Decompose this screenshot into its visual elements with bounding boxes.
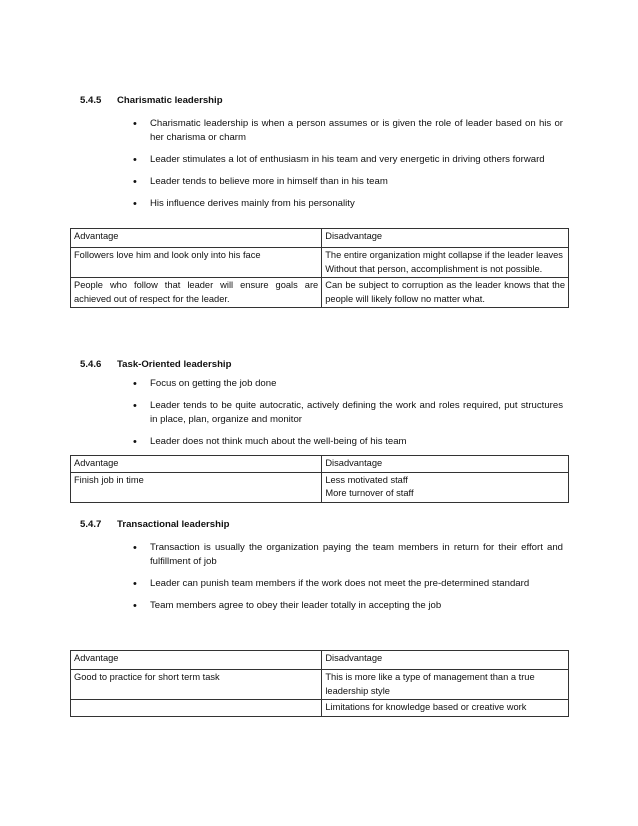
header-advantage: Advantage [71,456,322,473]
table-row [71,472,569,502]
bullet-list-task-oriented [133,377,563,449]
comparison-table-transactional [70,650,569,717]
header-disadvantage: Disadvantage [322,456,569,473]
disadvantage-line: The entire organization might collapse if the leader leaves [325,250,563,260]
table-row [71,700,569,717]
comparison-table-task-oriented [70,455,569,503]
disadvantage-line: Less motivated staff [325,474,408,485]
table-row [71,278,569,308]
table-row [71,248,569,278]
section-number: 5.4.5 [80,95,102,106]
section-number: 5.4.6 [80,359,102,370]
disadvantage-line: More turnover of staff [325,488,414,499]
advantage-cell: People who follow that leader will ensure goals are achieved out of respect for the leader. [71,278,322,308]
disadvantage-line: This is more like a type of management than a true leadership style [325,672,535,696]
table-header-row [71,456,569,473]
disadvantage-cell [322,670,569,700]
header-advantage: Advantage [71,651,322,670]
bullet-item: • Focus on getting the job done [133,377,563,391]
section-heading-charismatic [80,94,223,108]
table-header-row [71,229,569,248]
section-title: Task-Oriented leadership [117,359,232,370]
bullet-item: • Leader tends to be quite autocratic, actively defining the work and roles required, put structures in place, plan, organize and monitor [133,399,563,427]
disadvantage-cell [322,248,569,278]
disadvantage-line: Can be subject to corruption as the leader knows that the people will likely follow no matter what. [325,280,565,304]
bullet-list-transactional [133,541,563,613]
section-title: Transactional leadership [117,519,230,530]
bullet-list-charismatic [133,117,563,211]
bullet-item: • Leader does not think much about the well-being of his team [133,435,563,449]
bullet-item: • Team members agree to obey their leader totally in accepting the job [133,599,563,613]
advantage-cell: Followers love him and look only into his face [71,248,322,278]
advantage-cell [71,700,322,717]
section-heading-transactional [80,518,230,532]
header-disadvantage: Disadvantage [322,651,569,670]
bullet-item: • Leader stimulates a lot of enthusiasm in his team and very energetic in driving others forward [133,153,563,167]
bullet-item: • His influence derives mainly from his personality [133,197,563,211]
header-disadvantage: Disadvantage [322,229,569,248]
disadvantage-cell [322,472,569,502]
advantage-cell: Finish job in time [71,472,322,502]
comparison-table-charismatic [70,228,569,308]
advantage-cell: Good to practice for short term task [71,670,322,700]
bullet-item: • Leader can punish team members if the work does not meet the pre-determined standard [133,577,563,591]
section-heading-task-oriented [80,358,231,372]
bullet-item: • Leader tends to believe more in himself than in his team [133,175,563,189]
header-advantage: Advantage [71,229,322,248]
table-header-row [71,651,569,670]
section-title: Charismatic leadership [117,95,223,106]
table-row [71,670,569,700]
section-number: 5.4.7 [80,519,102,530]
bullet-item: • Charismatic leadership is when a person assumes or is given the role of leader based on his or her charisma or charm [133,117,563,145]
disadvantage-cell [322,700,569,717]
disadvantage-line: Limitations for knowledge based or creative work [325,702,527,713]
disadvantage-cell [322,278,569,308]
disadvantage-line: Without that person, accomplishment is not possible. [325,263,543,274]
bullet-item: • Transaction is usually the organization paying the team members in return for their effort and fulfillment of job [133,541,563,569]
